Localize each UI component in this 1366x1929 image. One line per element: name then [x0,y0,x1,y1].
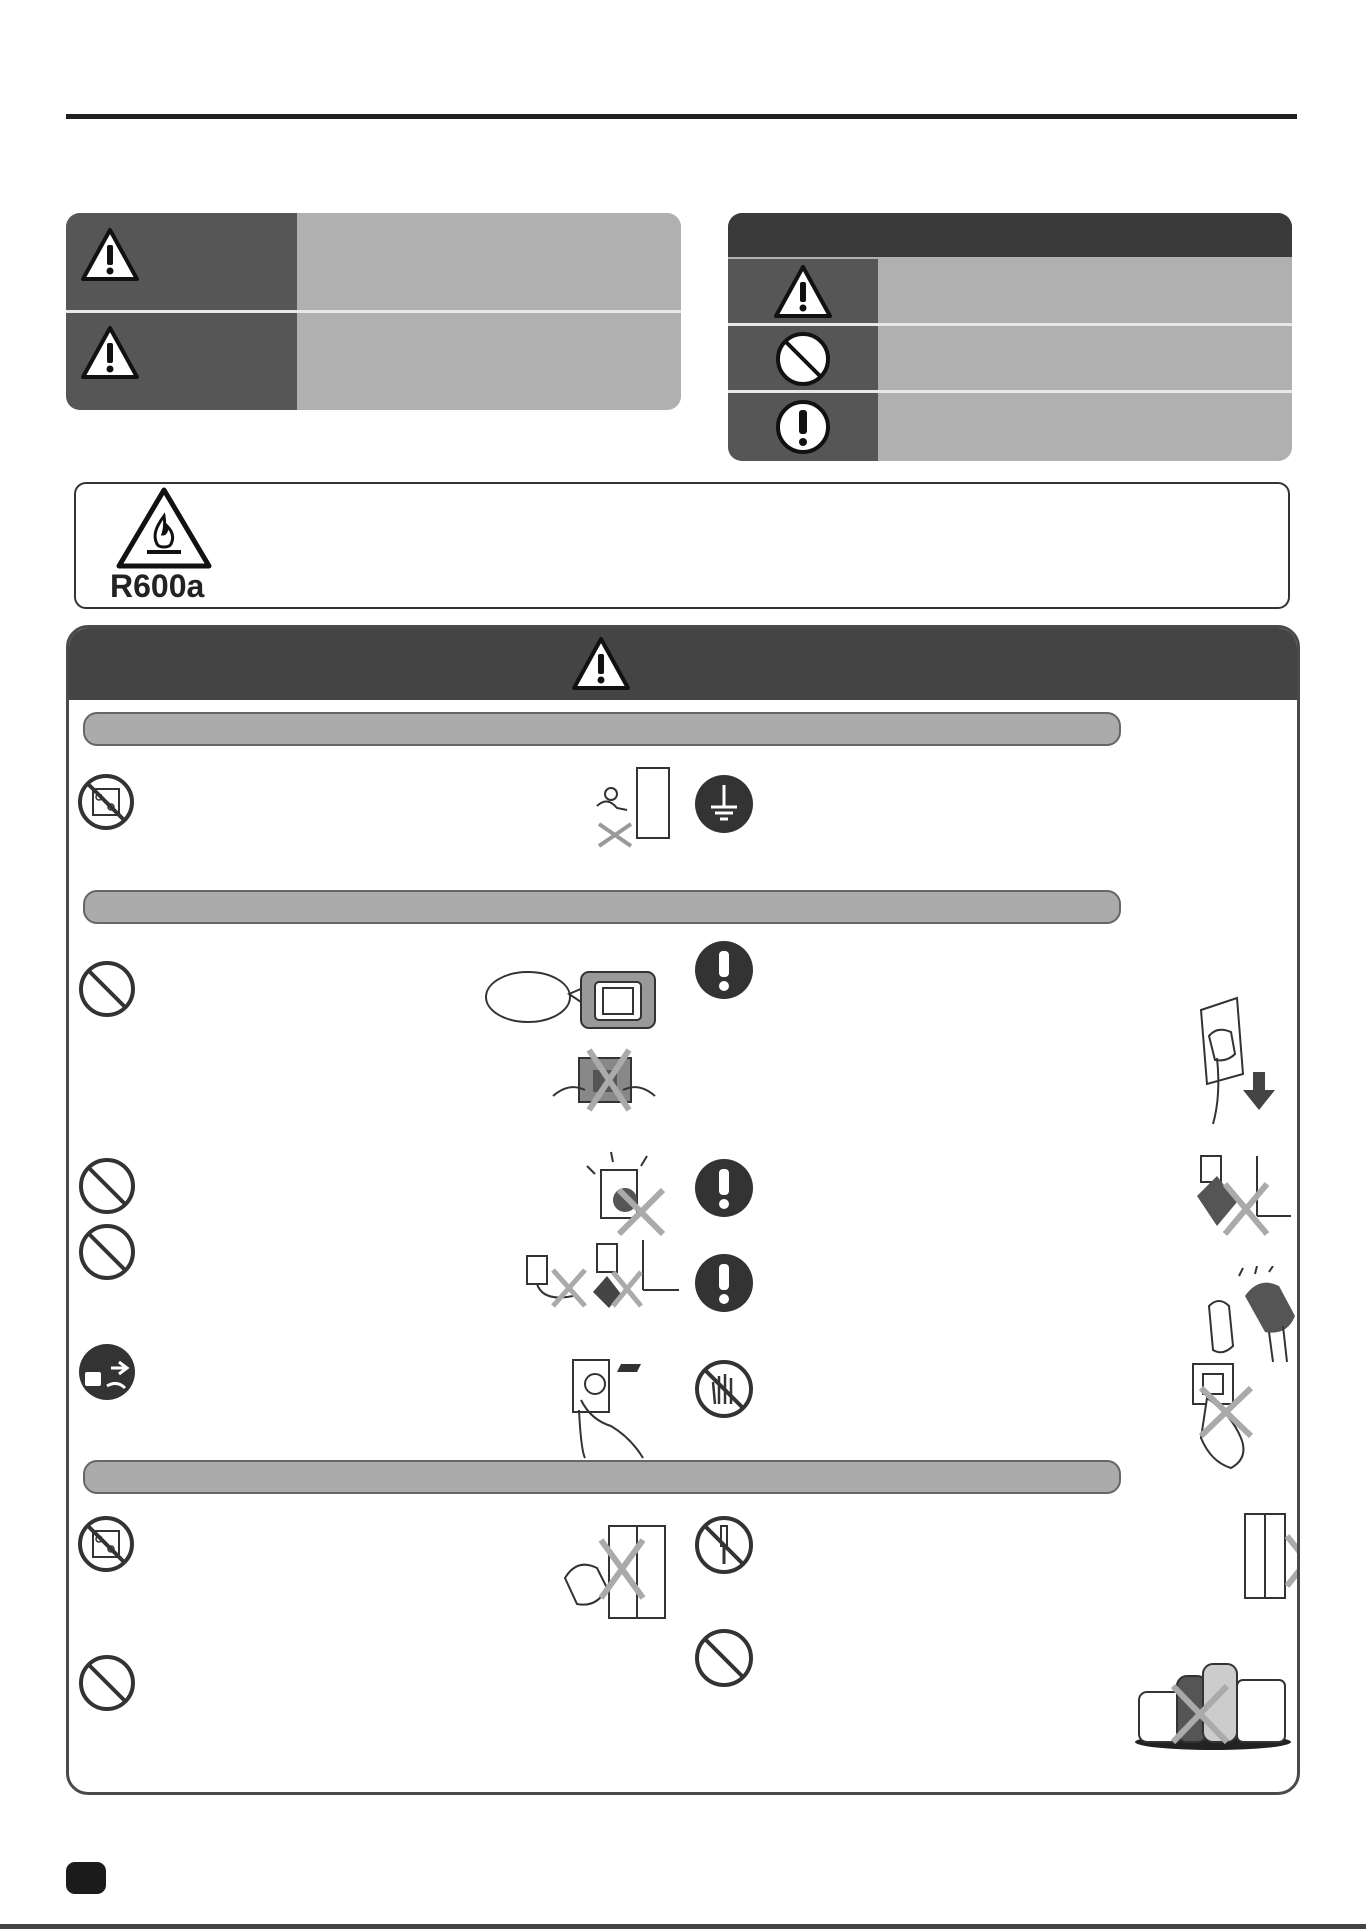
flammable-warning-icon [115,486,213,570]
symbol-legend-header [728,213,1292,257]
ground-icon [693,773,755,835]
top-rule [66,114,1297,119]
legend-row-caution-symbol [728,259,1292,323]
refrigerant-notice [74,482,1290,609]
warning-panel [66,625,1300,1795]
mandatory-exclamation-icon [693,1252,755,1314]
flammable-containers-illustration [1133,1656,1293,1752]
section-bar-2 [83,890,1121,924]
mandatory-exclamation-icon [693,939,755,1001]
clean-plug-illustration [1199,1266,1299,1364]
pull-plug-illustration [551,1350,663,1460]
prohibition-icon [693,1627,755,1689]
no-disassembly-icon [693,1514,755,1576]
damaged-plug-illustration [1187,1146,1293,1238]
crushed-cord-illustration [513,1236,681,1314]
warning-triangle-icon [773,264,833,320]
plug-in-firmly-illustration [1187,996,1279,1126]
multi-plug-illustration [549,1046,659,1128]
prohibition-icon [774,330,832,388]
prohibition-icon [77,1653,137,1713]
page-number-box [66,1862,106,1894]
prohibition-icon [77,1222,137,1282]
legend-row-caution [66,313,681,410]
no-water-icon [77,773,135,831]
unplug-icon [77,1342,137,1402]
symbol-legend [728,213,1292,461]
prohibition-icon [77,1156,137,1216]
modify-appliance-illustration [1237,1506,1300,1602]
damaged-outlet-illustration [577,1146,675,1240]
no-wet-hands-icon [693,1358,755,1420]
no-water-icon [77,1515,135,1573]
warning-triangle-icon [80,227,140,283]
legend-row-mandatory [728,393,1292,461]
section-bar-1 [83,712,1121,746]
warning-triangle-icon [571,636,631,692]
warning-triangle-icon [80,325,140,381]
legend-row-warning [66,213,681,310]
wet-appliance-illustration [587,766,673,848]
mandatory-exclamation-icon [774,398,832,456]
wet-hand-plug-illustration [1131,1358,1267,1484]
spray-water-illustration [557,1518,673,1620]
bottom-rule [0,1924,1366,1929]
refrigerant-label: R600a [110,568,205,604]
legend-row-prohibited [728,326,1292,390]
dedicated-outlet-illustration [483,966,659,1036]
section-bar-3 [83,1460,1121,1494]
signal-word-legend [66,213,681,410]
mandatory-exclamation-icon [693,1157,755,1219]
warning-panel-header [69,628,1297,700]
prohibition-icon [77,959,137,1019]
